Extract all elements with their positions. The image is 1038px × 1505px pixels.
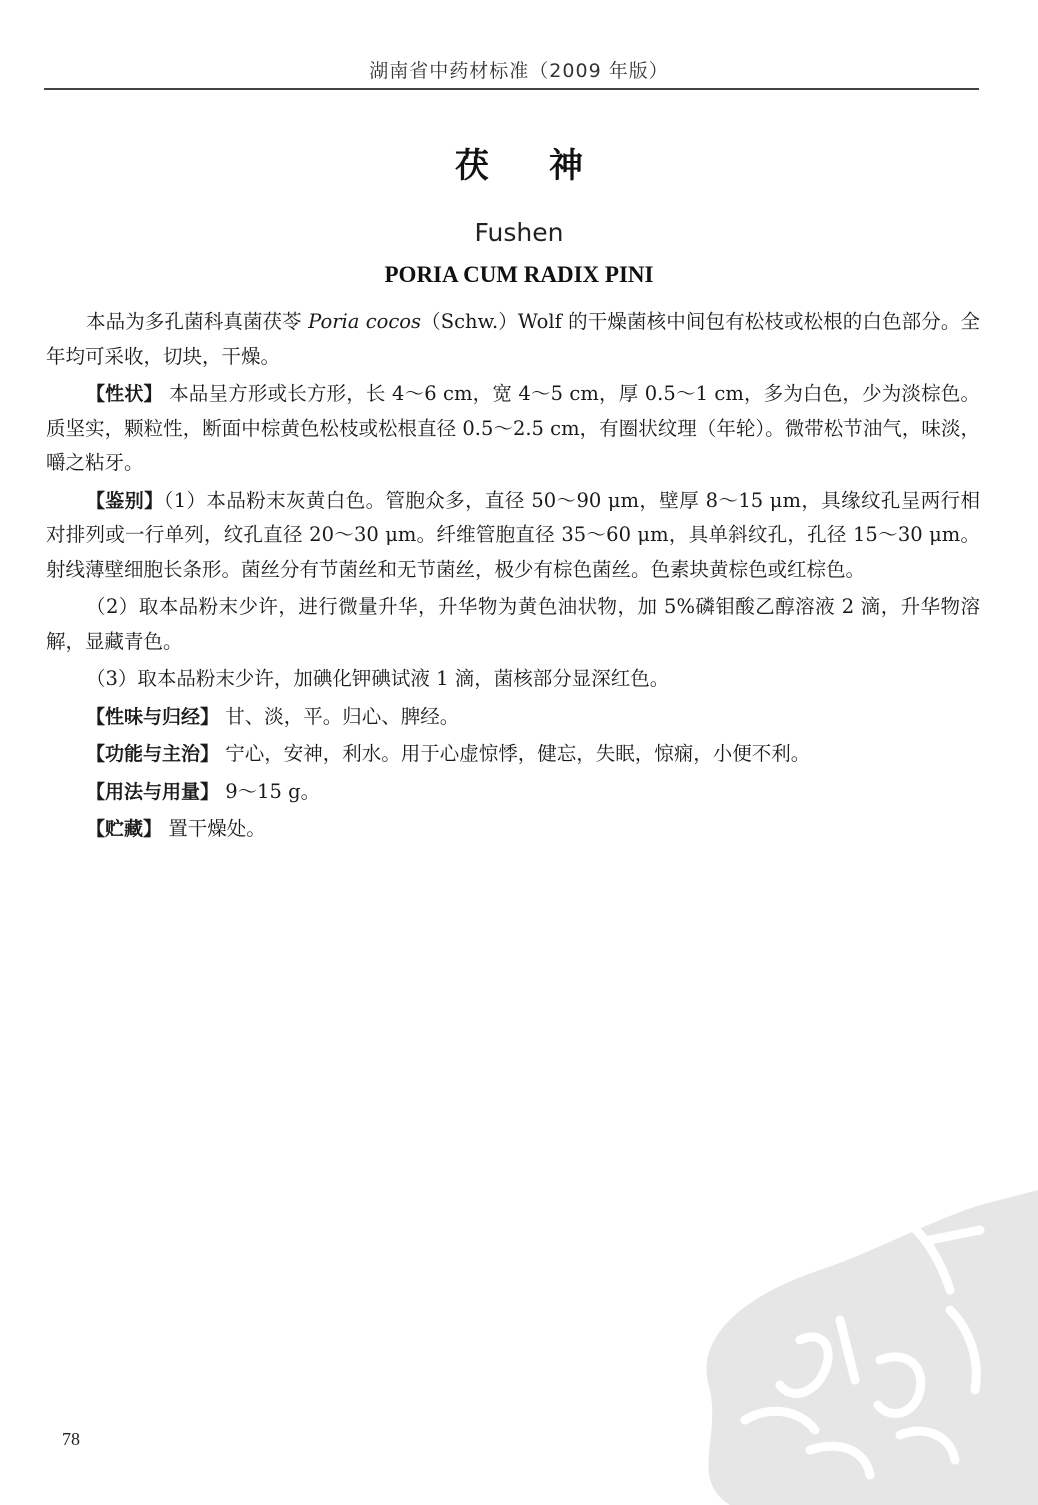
identification-paragraph-1 xyxy=(46,484,980,588)
functions-paragraph xyxy=(46,737,980,772)
dosage-paragraph xyxy=(46,775,980,810)
title-latin: PORIA CUM RADIX PINI xyxy=(384,262,654,287)
intro-paragraph xyxy=(46,305,980,374)
nature-meridian-heading: 【性味与归经】 xyxy=(86,705,220,728)
identification-paragraph-2 xyxy=(46,590,980,659)
seal-watermark-icon xyxy=(650,1180,1038,1505)
monograph-body xyxy=(46,305,980,847)
identification-paragraph-3 xyxy=(46,662,980,697)
description-text: 本品呈方形或长方形，长 4～6 cm，宽 4～5 cm，厚 0.5～1 cm，多为白色，少为淡棕色。质坚实，颗粒性，断面中棕黄色松枝或松根直径 0.5～2.5 cm，有圈状纹理（年轮）。微带松节油气，味淡，嚼之粘牙。 xyxy=(46,382,980,474)
identification-item-3: （3）取本品粉末少许，加碘化钾碘试液 1 滴，菌核部分显深红色。 xyxy=(86,667,670,690)
nature-meridian-text: 甘、淡，平。归心、脾经。 xyxy=(225,704,460,728)
description-heading: 【性状】 xyxy=(86,383,163,405)
storage-heading: 【贮藏】 xyxy=(86,818,163,840)
page-number: 78 xyxy=(62,1429,80,1449)
nature-meridian-paragraph xyxy=(46,700,980,735)
dosage-heading: 【用法与用量】 xyxy=(86,780,220,803)
functions-text: 宁心，安神，利水。用于心虚惊悸，健忘，失眠，惊痫，小便不利。 xyxy=(225,742,811,765)
title-char-2: 神 xyxy=(549,146,583,186)
page-title xyxy=(0,138,1038,187)
functions-heading: 【功能与主治】 xyxy=(86,743,220,765)
intro-text-2: （Schw.）Wolf 的干燥菌核中间包有松枝或松根的白色部分。全年均可采收，切块，干燥。 xyxy=(46,310,980,368)
header-rule xyxy=(44,88,979,90)
storage-paragraph xyxy=(46,812,980,847)
running-header: 湖南省中药材标准（2009 年版） xyxy=(369,60,669,82)
identification-item-2: （2）取本品粉末少许，进行微量升华，升华物为黄色油状物，加 5%磷钼酸乙醇溶液 2 滴，升华物溶解，显藏青色。 xyxy=(46,595,980,653)
storage-text: 置干燥处。 xyxy=(168,817,266,840)
title-char-1: 茯 xyxy=(455,146,489,186)
identification-heading: 【鉴别】 xyxy=(86,489,164,512)
species-name: Poria cocos xyxy=(308,310,422,333)
title-pinyin: Fushen xyxy=(474,218,564,247)
identification-item-1: （1）本品粉末灰黄白色。管胞众多，直径 50～90 μm，壁厚 8～15 μm，具缘纹孔呈两行相对排列或一行单列，纹孔直径 20～30 μm。纤维管胞直径 35～60 μm，具单斜纹孔，孔径 15～30 μm。射线薄壁细胞长条形。菌丝分有节菌丝和无节菌丝，极少有棕色菌丝。色素块黄棕色或红棕色。 xyxy=(46,488,980,581)
dosage-text: 9～15 g。 xyxy=(225,779,321,803)
intro-text-1: 本品为多孔菌科真菌茯苓 xyxy=(86,310,309,333)
description-paragraph xyxy=(46,377,980,481)
